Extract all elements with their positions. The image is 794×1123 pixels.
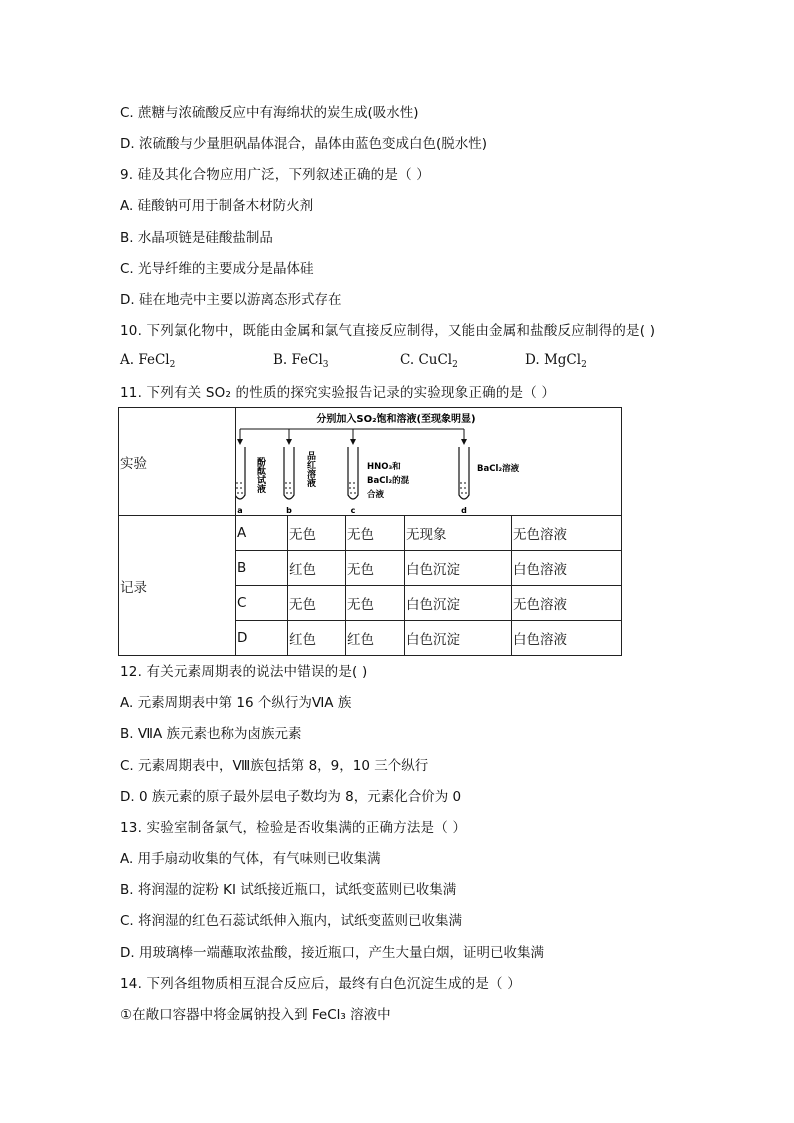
row-b-tube-b: 无色 <box>346 551 405 586</box>
row-d-tube-c: 白色沉淀 <box>405 621 512 656</box>
row-a-tube-a: 无色 <box>288 516 346 551</box>
tube-c-label-2: BaCl₂的混 <box>367 475 410 486</box>
row-d-tube-d: 白色溶液 <box>512 621 622 656</box>
row-b-tube-c: 白色沉淀 <box>405 551 512 586</box>
tube-a-label: 酚酞试液 <box>255 456 265 493</box>
experiment-diagram-cell <box>236 408 622 516</box>
row-a-tube-b: 无色 <box>346 516 405 551</box>
tube-letter-a: a <box>237 505 243 515</box>
question-14-item-1: ①在敞口容器中将金属钠投入到 FeCl₃ 溶液中 <box>120 1007 391 1023</box>
question-13-option-d: D. 用玻璃棒一端蘸取浓盐酸，接近瓶口，产生大量白烟，证明已收集满 <box>120 945 544 961</box>
question-9-option-b: B. 水晶项链是硅酸盐制品 <box>120 230 273 246</box>
row-c-tube-c: 白色沉淀 <box>405 586 512 621</box>
row-b-tube-d: 白色溶液 <box>512 551 622 586</box>
question-10-stem: 10. 下列氯化物中，既能由金属和氯气直接反应制得，又能由金属和盐酸反应制得的是( ) <box>120 323 656 339</box>
row-a-option: A <box>236 516 288 551</box>
question-9-option-a: A. 硅酸钠可用于制备木材防火剂 <box>120 198 314 214</box>
question-12-stem: 12. 有关元素周期表的说法中错误的是( ) <box>120 664 368 680</box>
row-c-tube-d: 无色溶液 <box>512 586 622 621</box>
row-b-option: B <box>236 551 288 586</box>
row-c-tube-b: 无色 <box>346 586 405 621</box>
row-d-tube-b: 红色 <box>346 621 405 656</box>
option-a: A. FeCl$_2$ <box>120 352 176 370</box>
question-12-option-d: D. 0 族元素的原子最外层电子数均为 8，元素化合价为 0 <box>120 789 462 805</box>
row-a-tube-d: 无色溶液 <box>512 516 622 551</box>
question-11-stem: 11. 下列有关 SO₂ 的性质的探究实验报告记录的实验现象正确的是（ ） <box>120 385 556 401</box>
test-tube-a <box>236 447 245 515</box>
question-12-option-b: B. ⅦA 族元素也称为卤族元素 <box>120 726 302 742</box>
tube-c-label-3: 合液 <box>367 489 385 500</box>
question-9-stem: 9. 硅及其化合物应用广泛，下列叙述正确的是（ ） <box>120 167 430 183</box>
question-9-option-d: D. 硅在地壳中主要以游离态形式存在 <box>120 292 342 308</box>
question-13-option-c: C. 将润湿的红色石蕊试纸伸入瓶内，试纸变蓝则已收集满 <box>120 913 463 929</box>
question-10-options <box>120 352 620 372</box>
test-tube-d <box>459 447 469 515</box>
question-13-option-b: B. 将润湿的淀粉 KI 试纸接近瓶口，试纸变蓝则已收集满 <box>120 882 457 898</box>
tube-letter-b: b <box>286 505 292 515</box>
question-9-option-c: C. 光导纤维的主要成分是晶体硅 <box>120 261 314 277</box>
tube-d-label: BaCl₂溶液 <box>477 463 520 474</box>
row-d-tube-a: 红色 <box>288 621 346 656</box>
tube-letter-d: d <box>461 505 467 515</box>
test-tube-diagram <box>236 409 569 515</box>
row-b-tube-a: 红色 <box>288 551 346 586</box>
row-d-option: D <box>236 621 288 656</box>
tube-c-label-1: HNO₃和 <box>367 461 401 472</box>
row-c-option: C <box>236 586 288 621</box>
tube-letter-c: c <box>350 505 356 515</box>
question-14-stem: 14. 下列各组物质相互混合反应后，最终有白色沉淀生成的是（ ） <box>120 976 521 992</box>
experiment-table <box>118 407 622 656</box>
tube-b-label: 品红溶液 <box>305 450 315 487</box>
test-tube-b <box>284 447 294 515</box>
option-b: B. FeCl$_3$ <box>273 352 329 370</box>
question-12-option-c: C. 元素周期表中，Ⅷ族包括第 8，9，10 三个纵行 <box>120 758 429 774</box>
row-c-tube-a: 无色 <box>288 586 346 621</box>
option-d: D. MgCl$_2$ <box>525 352 587 370</box>
question-text-l2: D. 浓硫酸与少量胆矾晶体混合，晶体由蓝色变成白色(脱水性) <box>120 136 488 152</box>
record-label: 记录 <box>119 516 236 656</box>
test-tube-c <box>348 447 358 515</box>
diagram-header: 分别加入SO₂饱和溶液(至现象明显) <box>316 413 476 425</box>
question-13-stem: 13. 实验室制备氯气，检验是否收集满的正确方法是（ ） <box>120 820 467 836</box>
question-text-l1: C. 蔗糖与浓硫酸反应中有海绵状的炭生成(吸水性) <box>120 105 419 121</box>
question-12-option-a: A. 元素周期表中第 16 个纵行为ⅥA 族 <box>120 695 352 711</box>
experiment-label: 实验 <box>119 408 236 516</box>
question-13-option-a: A. 用手扇动收集的气体，有气味则已收集满 <box>120 851 381 867</box>
option-c: C. CuCl$_2$ <box>400 352 458 370</box>
row-a-tube-c: 无现象 <box>405 516 512 551</box>
